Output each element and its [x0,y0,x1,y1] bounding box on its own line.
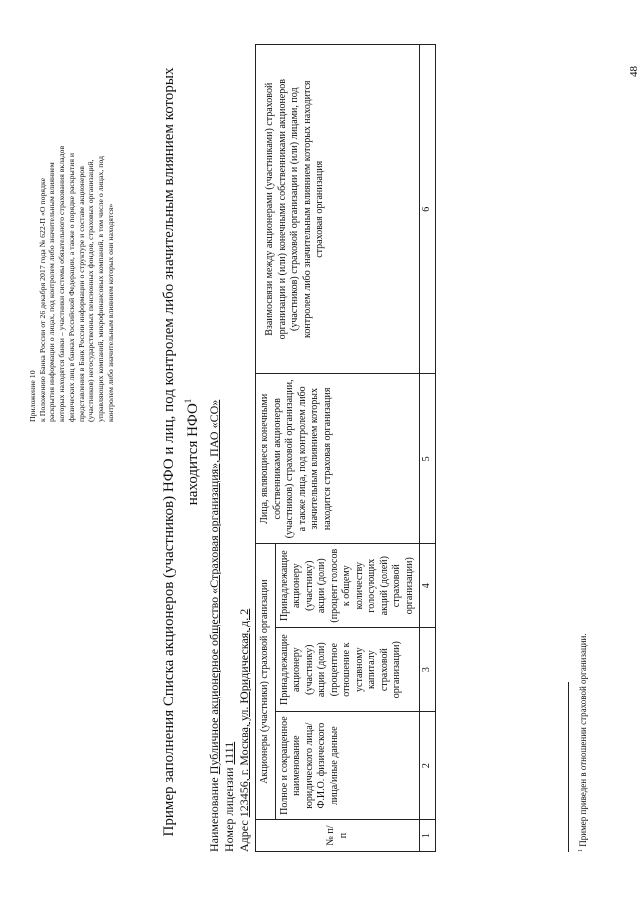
shareholders-table [255,44,436,852]
org-license-value: 1111 [222,741,236,765]
header-col-4: Принадлежащие акционеру (участнику) акции (доли) (процент голосов к общему количеству голосующих акций (долей) страховой организации) [275,544,420,628]
footnote-divider [568,682,569,852]
org-name-value: Публичное акционерное общество «Страховая организация», ПАО «СО» [207,399,221,775]
column-number: 6 [420,45,436,374]
header-col-3: Принадлежащие акционеру (участнику) акции (доли) (процентное отношение к уставному капиталу страховой организации) [275,628,420,712]
column-number: 4 [420,544,436,628]
organization-info [207,400,252,852]
appendix-line: физических лиц в банках Российской Федерации, а также о порядке раскрытия и [66,152,76,422]
appendix-line: которых находятся банки – участники системы обязательного страхования вкладов [57,145,67,422]
column-number: 3 [420,628,436,712]
document-title [160,32,203,872]
column-number: 2 [420,712,436,820]
header-col-2: Полное и сокращенное наименование юридического лица/Ф.И.О. физического лица/иные данные [275,712,420,820]
title-line-2: находится НФО$^1$ [183,398,201,506]
header-col-6: Взаимосвязи между акционерами (участниками) страховой организации и (или) конечными собственниками акционеров (участников) страховой организации и (или) лицами, под контролем либо значительным влиянием которых находится страховая организация [256,45,420,374]
appendix-line: раскрытия информации о лицах, под контролем либо значительным влиянием [47,162,57,422]
appendix-header [28,22,115,422]
header-group-shareholders: Акционеры (участники) страховой организации [256,544,276,820]
appendix-line: контролем либо значительным влиянием которых они находятся» [105,203,115,422]
title-line-1: Пример заполнения Списка акционеров (участников) НФО и лиц, под контролем либо значительным влиянием которых [161,67,177,837]
footnote [578,633,588,852]
appendix-line: управляющих компаний, микрофинансовых компаний, в том числе о лицах, под [95,155,105,422]
column-number: 5 [420,374,436,544]
page-number: 48 [628,66,640,77]
org-license-row: Номер лицензии 1111 [222,741,236,852]
column-number: 1 [420,820,436,852]
org-address-row: Адрес 123456, г. Москва, ул. Юридическая, д. 2 [237,608,251,852]
org-name-row: Наименование Публичное акционерное общество «Страховая организация», ПАО «СО» [207,399,221,852]
footnote-text: Пример приведен в отношении страховой организации. [578,633,588,847]
footnote-mark: 1 [578,849,584,852]
title-footnote-mark: 1 [183,398,193,404]
appendix-line: (участников) негосударственных пенсионных фондов, страховых организаций, [86,159,96,422]
rotated-page-content [20,12,620,892]
appendix-line: Приложение 10 [28,370,37,422]
header-col-1: № п/п [256,820,420,852]
appendix-line: к Положению Банка России от 26 декабря 2017 года № 622-П «О порядке [37,177,47,422]
org-address-value: 123456, г. Москва, ул. Юридическая, д. 2 [237,608,251,818]
header-col-5: Лица, являющиеся конечными собственниками акционеров (участников) страховой организации, а также лица, под контролем либо значительным влиянием которых находится страховая организация [256,374,420,544]
appendix-line: представления в Банк России информации о структуре и составе акционеров [76,166,86,422]
